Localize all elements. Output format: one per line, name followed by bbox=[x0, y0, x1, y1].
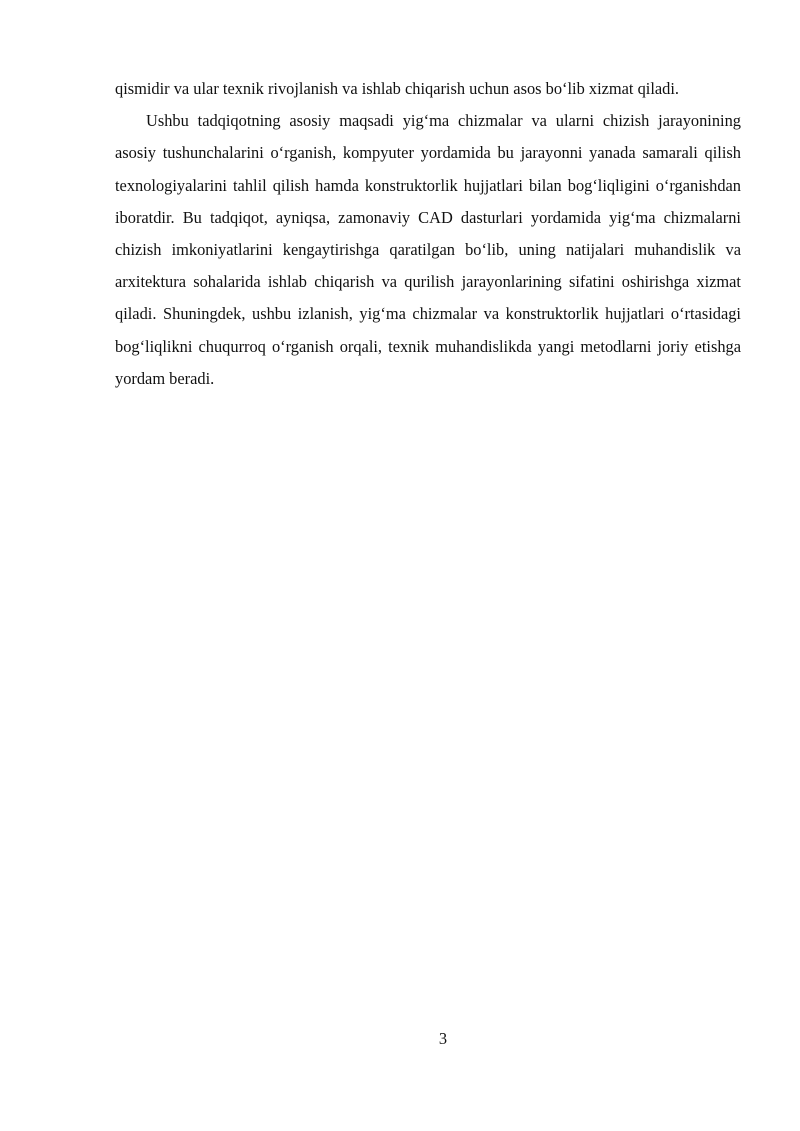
paragraph-continuation: qismidir va ular texnik rivojlanish va ishlab chiqarish uchun asos bo‘lib xizmat qiladi. bbox=[115, 79, 680, 98]
page-number: 3 bbox=[438, 1029, 448, 1048]
paragraph-research-goal: Ushbu tadqiqotning asosiy maqsadi yig‘ma chizmalar va ularni chizish jarayonining asosiy tushunchalarini o‘rganish, kompyuter yordamida bu jarayonni yanada samarali qilish texnologiyalarini tahlil qilish hamda konstruktorlik hujjatlari bilan bog‘liqligini o‘rganishdan iboratdir. Bu tadqiqot, ayniqsa, zamonaviy CAD dasturlari yordamida yig‘ma chizmalarni chizish imkoniyatlarini kengaytirishga qaratilgan bo‘lib, uning natijalari muhandislik va arxitektura sohalarida ishlab chiqarish va qurilish jarayonlarining sifatini oshirishga xizmat qiladi. Shuningdek, ushbu izlanish, yig‘ma chizmalar va konstruktorlik hujjatlari o‘rtasidagi bog‘liqlikni chuqurroq o‘rganish orqali, texnik muhandislikda yangi metodlarni joriy etishga yordam beradi. bbox=[115, 111, 741, 388]
body-text bbox=[115, 73, 741, 395]
